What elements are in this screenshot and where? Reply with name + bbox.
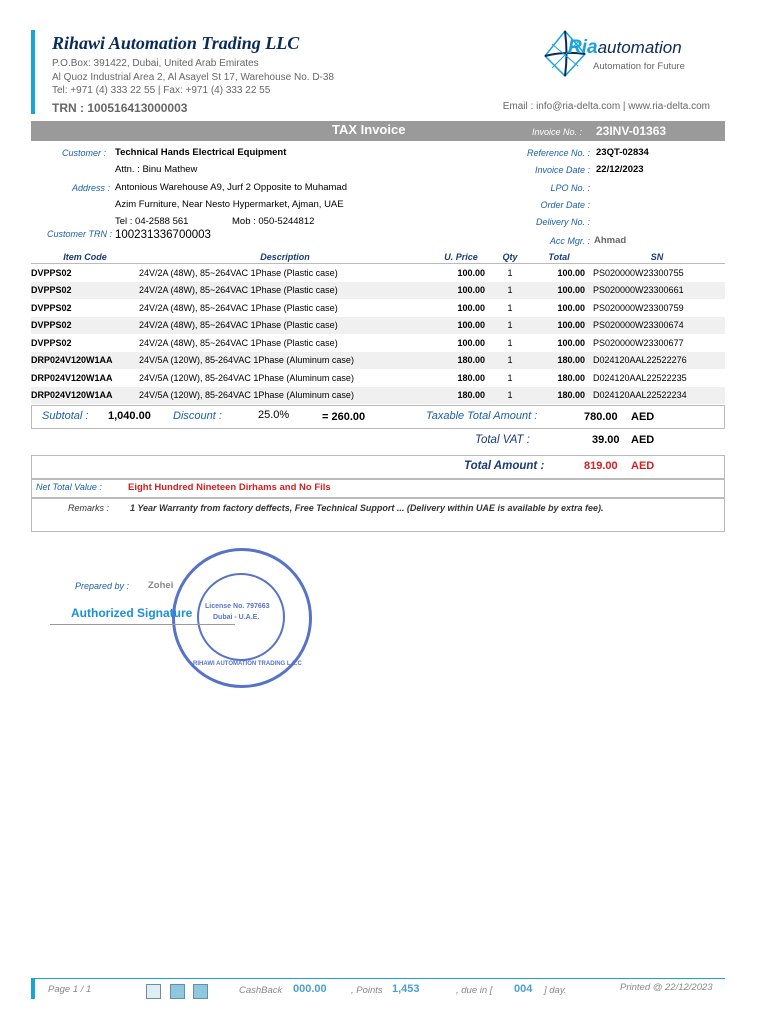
address-label: Address : — [71, 183, 110, 193]
net-total-label: Net Total Value : — [36, 482, 102, 492]
cell-item-code: DRP024V120W1AA — [31, 387, 139, 405]
total-amount-label: Total Amount : — [464, 460, 545, 472]
cell-item-code: DRP024V120W1AA — [31, 372, 113, 383]
cell-qty: 1 — [507, 267, 513, 278]
cell-sn: D024120AAL22522234 — [589, 387, 725, 405]
reference-label: Reference No. : — [526, 148, 590, 158]
footer-square-1-icon — [146, 984, 161, 999]
table-header-row — [31, 250, 725, 264]
discount-label: Discount : — [173, 410, 222, 422]
remarks-text: 1 Year Warranty from factory deffects, Free Technical Support ... (Delivery within UAE is available by extra fee). — [130, 503, 604, 513]
order-date-label: Order Date : — [540, 200, 590, 210]
invoice-date: 22/12/2023 — [596, 164, 644, 175]
subtotal-value: 1,040.00 — [108, 410, 151, 422]
cell-description: 24V/2A (48W), 85~264VAC 1Phase (Plastic case) — [139, 337, 338, 348]
cell-unit-price: 100.00 — [431, 317, 491, 335]
cell-description: 24V/2A (48W), 85~264VAC 1Phase (Plastic case) — [139, 267, 338, 278]
table-row — [31, 299, 725, 317]
company-trn: TRN : 100516413000003 — [52, 101, 188, 115]
taxable-currency: AED — [631, 411, 655, 423]
cell-item-code: DVPPS02 — [31, 267, 72, 278]
invoice-number: 23INV-01363 — [596, 124, 667, 138]
cell-unit-price: 180.00 — [431, 387, 491, 405]
table-row — [31, 369, 725, 387]
customer-name: Technical Hands Electrical Equipment — [115, 147, 287, 158]
table-row — [31, 352, 725, 370]
cell-unit-price: 100.00 — [457, 267, 485, 278]
cell-item-code: DVPPS02 — [31, 302, 72, 313]
discount-percent: 25.0% — [258, 409, 290, 421]
net-total-words: Eight Hundred Nineteen Dirhams and No Fils — [128, 482, 331, 493]
header-qty: Qty — [491, 250, 529, 264]
cell-sn: D024120AAL22522235 — [593, 372, 687, 383]
cell-sn: PS020000W23300755 — [593, 267, 684, 278]
company-address-1: P.O.Box: 391422, Dubai, United Arab Emirates — [52, 58, 259, 69]
table-row — [31, 387, 725, 405]
stamp-license: License No. 797663 — [205, 603, 270, 610]
total-amount-currency: AED — [631, 460, 655, 472]
cell-description: 24V/2A (48W), 85~264VAC 1Phase (Plastic case) — [139, 317, 431, 335]
points-value: 1,453 — [392, 983, 420, 995]
lpo-label: LPO No. : — [550, 183, 590, 193]
invoice-title: TAX Invoice — [332, 122, 406, 137]
footer-square-2-icon — [170, 984, 185, 999]
header-accent-bar — [31, 30, 35, 114]
header-unit-price: U. Price — [431, 250, 491, 264]
cell-description: 24V/5A (120W), 85-264VAC 1Phase (Aluminum case) — [139, 372, 354, 383]
cell-total: 180.00 — [557, 372, 585, 383]
cell-sn: D024120AAL22522276 — [589, 352, 725, 370]
delivery-label: Delivery No. : — [535, 217, 590, 227]
cell-sn: PS020000W23300759 — [593, 302, 684, 313]
cell-description: 24V/2A (48W), 85~264VAC 1Phase (Plastic case) — [139, 302, 338, 313]
header-total: Total — [529, 250, 589, 264]
table-row — [31, 264, 725, 282]
cell-sn: PS020000W23300677 — [593, 337, 684, 348]
vat-label: Total VAT : — [475, 434, 530, 446]
cell-item-code: DVPPS02 — [31, 282, 139, 300]
cell-qty: 1 — [507, 337, 513, 348]
customer-label: Customer : — [61, 148, 106, 158]
page-number: Page 1 / 1 — [48, 984, 92, 995]
remarks-label: Remarks : — [68, 503, 110, 513]
taxable-label: Taxable Total Amount : — [426, 410, 538, 422]
company-phone: Tel: +971 (4) 333 22 55 | Fax: +971 (4) 333 22 55 — [52, 85, 271, 96]
cell-qty: 1 — [507, 302, 513, 313]
footer-square-3-icon — [193, 984, 208, 999]
cell-total: 180.00 — [529, 352, 589, 370]
customer-mob: Mob : 050-5244812 — [232, 216, 315, 227]
cell-qty: 1 — [491, 387, 529, 405]
cell-total: 180.00 — [529, 387, 589, 405]
due-suffix: ] day. — [544, 985, 567, 996]
stamp-city: Dubai - U.A.E. — [213, 614, 260, 621]
due-value: 004 — [514, 983, 533, 995]
total-amount-box — [31, 455, 725, 479]
invoice-number-label: Invoice No. : — [532, 127, 583, 137]
total-amount-value: 819.00 — [584, 460, 618, 472]
prepared-by-label: Prepared by : — [75, 581, 130, 591]
prepared-by-name: Zohei — [148, 580, 174, 591]
cell-sn: PS020000W23300674 — [589, 317, 725, 335]
customer-attn: Attn. : Binu Mathew — [115, 164, 198, 175]
cell-total: 100.00 — [557, 337, 585, 348]
company-contact: Email : info@ria-delta.com | www.ria-delta.com — [502, 101, 710, 112]
table-row — [31, 282, 725, 300]
cell-sn: PS020000W23300661 — [589, 282, 725, 300]
items-table — [31, 250, 725, 404]
cell-total: 100.00 — [529, 317, 589, 335]
cell-item-code: DVPPS02 — [31, 317, 139, 335]
taxable-value: 780.00 — [584, 411, 618, 423]
cell-description: 24V/5A (120W), 85-264VAC 1Phase (Aluminum case) — [139, 387, 431, 405]
company-stamp — [172, 548, 312, 688]
logo-wordmark: Riaautomation — [568, 37, 682, 58]
cell-qty: 1 — [507, 372, 513, 383]
customer-address-1: Antonious Warehouse A9, Jurf 2 Opposite to Muhamad — [115, 182, 348, 193]
cell-qty: 1 — [491, 352, 529, 370]
table-row — [31, 334, 725, 352]
cell-unit-price: 100.00 — [457, 337, 485, 348]
cell-qty: 1 — [491, 282, 529, 300]
cell-total: 100.00 — [557, 267, 585, 278]
reference-number: 23QT-02834 — [596, 147, 649, 158]
customer-address-2: Azim Furniture, Near Nesto Hypermarket, Ajman, UAE — [115, 199, 344, 210]
cell-unit-price: 100.00 — [457, 302, 485, 313]
cell-qty: 1 — [491, 317, 529, 335]
discount-amount: = 260.00 — [322, 411, 366, 423]
acc-mgr: Ahmad — [594, 235, 627, 246]
company-name: Rihawi Automation Trading LLC — [52, 33, 300, 53]
customer-tel: Tel : 04-2588 561 — [115, 216, 189, 227]
cell-item-code: DRP024V120W1AA — [31, 352, 139, 370]
footer-divider — [31, 978, 725, 979]
customer-trn: 100231336700003 — [115, 229, 211, 241]
header-description: Description — [139, 250, 431, 264]
cell-description: 24V/2A (48W), 85~264VAC 1Phase (Plastic case) — [139, 282, 431, 300]
cell-total: 100.00 — [529, 282, 589, 300]
cashback-value: 000.00 — [293, 983, 327, 995]
table-row — [31, 317, 725, 335]
cell-unit-price: 100.00 — [431, 282, 491, 300]
logo-tagline: Automation for Future — [593, 61, 685, 72]
subtotal-label: Subtotal : — [42, 410, 89, 422]
cell-unit-price: 180.00 — [457, 372, 485, 383]
company-address-2: Al Quoz Industrial Area 2, Al Asayel St 17, Warehouse No. D-38 — [52, 72, 334, 83]
signature-line — [50, 624, 235, 625]
vat-currency: AED — [631, 434, 655, 446]
invoice-date-label: Invoice Date : — [534, 165, 590, 175]
vat-value: 39.00 — [592, 434, 620, 446]
acc-mgr-label: Acc Mgr. : — [549, 236, 590, 246]
cashback-label: CashBack — [239, 985, 283, 996]
cell-item-code: DVPPS02 — [31, 337, 72, 348]
cell-total: 100.00 — [557, 302, 585, 313]
cell-description: 24V/5A (120W), 85-264VAC 1Phase (Aluminum case) — [139, 352, 431, 370]
points-label: , Points — [351, 985, 383, 996]
customer-trn-label: Customer TRN : — [46, 229, 112, 239]
cell-unit-price: 180.00 — [431, 352, 491, 370]
authorized-signature: Authorized Signature — [71, 606, 193, 620]
stamp-ring-text: RIHAWI AUTOMATION TRADING L.L.C — [193, 661, 302, 667]
items-body — [31, 264, 725, 405]
printed-date: Printed @ 22/12/2023 — [620, 982, 713, 993]
footer-accent-bar — [31, 979, 35, 999]
header-item-code: Item Code — [31, 250, 139, 264]
due-label: , due in [ — [456, 985, 493, 996]
header-sn: SN — [589, 250, 725, 264]
